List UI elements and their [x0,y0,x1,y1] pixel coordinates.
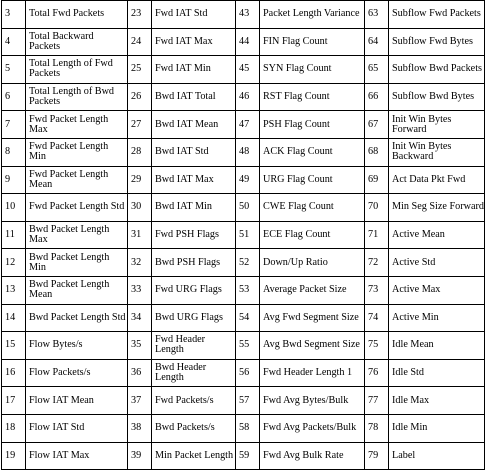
table-row [2,249,485,277]
feature-number-cell: 9 [2,166,26,194]
feature-number-cell: 74 [365,304,389,332]
feature-name-cell: Bwd URG Flags [152,304,236,332]
feature-number-cell: 79 [365,442,389,470]
feature-name-cell: Fwd Avg Bytes/Bulk [260,387,365,415]
feature-number-cell: 7 [2,111,26,139]
feature-number-cell: 72 [365,249,389,277]
feature-number-cell: 71 [365,221,389,249]
feature-name-cell: Init Win Bytes Backward [389,138,485,166]
table-row [2,442,485,470]
feature-name-cell: Bwd IAT Mean [152,111,236,139]
feature-number-cell: 47 [236,111,260,139]
feature-name-cell: Min Seg Size Forward [389,194,485,222]
feature-name-cell: Idle Max [389,387,485,415]
feature-number-cell: 58 [236,414,260,442]
feature-name-cell: Flow Bytes/s [26,332,128,360]
table-row [2,56,485,84]
feature-number-cell: 59 [236,442,260,470]
feature-name-cell: Total Backward Packets [26,28,128,56]
feature-name-cell: Fwd IAT Std [152,1,236,29]
feature-number-cell: 65 [365,56,389,84]
feature-name-cell: Fwd PSH Flags [152,221,236,249]
feature-name-cell: Fwd Packet Length Mean [26,166,128,194]
feature-name-cell: Bwd IAT Min [152,194,236,222]
feature-name-cell: Bwd IAT Total [152,83,236,111]
feature-name-cell: Fwd Packet Length Max [26,111,128,139]
feature-number-cell: 63 [365,1,389,29]
feature-number-cell: 44 [236,28,260,56]
feature-number-cell: 33 [128,276,152,304]
feature-number-cell: 68 [365,138,389,166]
feature-name-cell: Average Packet Size [260,276,365,304]
feature-number-cell: 46 [236,83,260,111]
feature-number-cell: 76 [365,359,389,387]
feature-name-cell: Subflow Fwd Bytes [389,28,485,56]
feature-name-cell: Bwd Packet Length Mean [26,276,128,304]
feature-name-cell: Fwd Packet Length Std [26,194,128,222]
feature-name-cell: ACK Flag Count [260,138,365,166]
feature-name-cell: Fwd Header Length 1 [260,359,365,387]
feature-number-cell: 73 [365,276,389,304]
feature-name-cell: Avg Fwd Segment Size [260,304,365,332]
feature-number-cell: 64 [365,28,389,56]
table-row [2,138,485,166]
table-row [2,194,485,222]
feature-number-cell: 69 [365,166,389,194]
feature-number-cell: 6 [2,83,26,111]
table-row [2,111,485,139]
feature-number-cell: 54 [236,304,260,332]
feature-number-cell: 36 [128,359,152,387]
feature-number-cell: 38 [128,414,152,442]
table-row [2,387,485,415]
feature-number-cell: 35 [128,332,152,360]
feature-name-cell: Total Length of Fwd Packets [26,56,128,84]
feature-name-cell: Flow IAT Std [26,414,128,442]
feature-name-cell: Flow IAT Max [26,442,128,470]
feature-name-cell: Idle Mean [389,332,485,360]
feature-name-cell: Fwd Packets/s [152,387,236,415]
feature-number-cell: 66 [365,83,389,111]
feature-table-body [2,1,485,470]
feature-name-cell: Flow IAT Mean [26,387,128,415]
feature-name-cell: Fwd Packet Length Min [26,138,128,166]
feature-number-cell: 3 [2,1,26,29]
table-row [2,276,485,304]
feature-name-cell: CWE Flag Count [260,194,365,222]
feature-number-cell: 57 [236,387,260,415]
feature-number-cell: 25 [128,56,152,84]
feature-name-cell: Init Win Bytes Forward [389,111,485,139]
feature-number-cell: 24 [128,28,152,56]
feature-number-cell: 13 [2,276,26,304]
feature-number-cell: 45 [236,56,260,84]
table-row [2,221,485,249]
feature-name-cell: Bwd IAT Std [152,138,236,166]
feature-number-cell: 16 [2,359,26,387]
feature-name-cell: Bwd Packets/s [152,414,236,442]
feature-number-cell: 12 [2,249,26,277]
feature-number-cell: 49 [236,166,260,194]
feature-name-cell: Packet Length Variance [260,1,365,29]
feature-name-cell: Active Mean [389,221,485,249]
feature-number-cell: 18 [2,414,26,442]
feature-name-cell: Subflow Bwd Packets [389,56,485,84]
feature-name-cell: Subflow Fwd Packets [389,1,485,29]
feature-number-cell: 39 [128,442,152,470]
table-row [2,332,485,360]
feature-number-cell: 29 [128,166,152,194]
feature-name-cell: ECE Flag Count [260,221,365,249]
feature-number-cell: 31 [128,221,152,249]
feature-number-cell: 27 [128,111,152,139]
feature-name-cell: Act Data Pkt Fwd [389,166,485,194]
feature-number-cell: 23 [128,1,152,29]
feature-name-cell: Idle Std [389,359,485,387]
feature-name-cell: Fwd Avg Packets/Bulk [260,414,365,442]
feature-number-cell: 53 [236,276,260,304]
feature-name-cell: Total Fwd Packets [26,1,128,29]
table-row [2,359,485,387]
feature-table [1,0,485,470]
feature-number-cell: 75 [365,332,389,360]
feature-name-cell: Active Min [389,304,485,332]
table-row [2,28,485,56]
table-row [2,1,485,29]
feature-name-cell: Idle Min [389,414,485,442]
table-row [2,166,485,194]
feature-number-cell: 56 [236,359,260,387]
feature-number-cell: 48 [236,138,260,166]
feature-name-cell: Fwd Avg Bulk Rate [260,442,365,470]
table-row [2,304,485,332]
feature-number-cell: 37 [128,387,152,415]
feature-name-cell: Fwd IAT Min [152,56,236,84]
feature-name-cell: Avg Bwd Segment Size [260,332,365,360]
feature-number-cell: 51 [236,221,260,249]
feature-name-cell: Bwd Packet Length Max [26,221,128,249]
feature-number-cell: 50 [236,194,260,222]
feature-name-cell: Bwd Packet Length Min [26,249,128,277]
feature-number-cell: 52 [236,249,260,277]
feature-number-cell: 70 [365,194,389,222]
feature-name-cell: Subflow Bwd Bytes [389,83,485,111]
feature-number-cell: 17 [2,387,26,415]
feature-name-cell: Fwd Header Length [152,332,236,360]
feature-name-cell: FIN Flag Count [260,28,365,56]
feature-number-cell: 32 [128,249,152,277]
feature-number-cell: 5 [2,56,26,84]
feature-number-cell: 10 [2,194,26,222]
feature-number-cell: 34 [128,304,152,332]
table-row [2,414,485,442]
feature-name-cell: URG Flag Count [260,166,365,194]
feature-name-cell: Total Length of Bwd Packets [26,83,128,111]
feature-name-cell: SYN Flag Count [260,56,365,84]
feature-name-cell: Bwd IAT Max [152,166,236,194]
feature-number-cell: 28 [128,138,152,166]
feature-name-cell: Bwd Packet Length Std [26,304,128,332]
feature-name-cell: Active Max [389,276,485,304]
table-row [2,83,485,111]
feature-name-cell: Flow Packets/s [26,359,128,387]
feature-name-cell: RST Flag Count [260,83,365,111]
feature-number-cell: 67 [365,111,389,139]
feature-name-cell: PSH Flag Count [260,111,365,139]
feature-number-cell: 26 [128,83,152,111]
feature-name-cell: Bwd PSH Flags [152,249,236,277]
feature-name-cell: Bwd Header Length [152,359,236,387]
feature-number-cell: 4 [2,28,26,56]
feature-number-cell: 30 [128,194,152,222]
feature-number-cell: 15 [2,332,26,360]
feature-number-cell: 14 [2,304,26,332]
feature-number-cell: 55 [236,332,260,360]
feature-name-cell: Min Packet Length [152,442,236,470]
feature-name-cell: Active Std [389,249,485,277]
feature-name-cell: Fwd URG Flags [152,276,236,304]
feature-number-cell: 77 [365,387,389,415]
feature-number-cell: 8 [2,138,26,166]
feature-name-cell: Label [389,442,485,470]
feature-number-cell: 43 [236,1,260,29]
feature-name-cell: Fwd IAT Max [152,28,236,56]
feature-number-cell: 78 [365,414,389,442]
feature-number-cell: 19 [2,442,26,470]
feature-name-cell: Down/Up Ratio [260,249,365,277]
feature-number-cell: 11 [2,221,26,249]
